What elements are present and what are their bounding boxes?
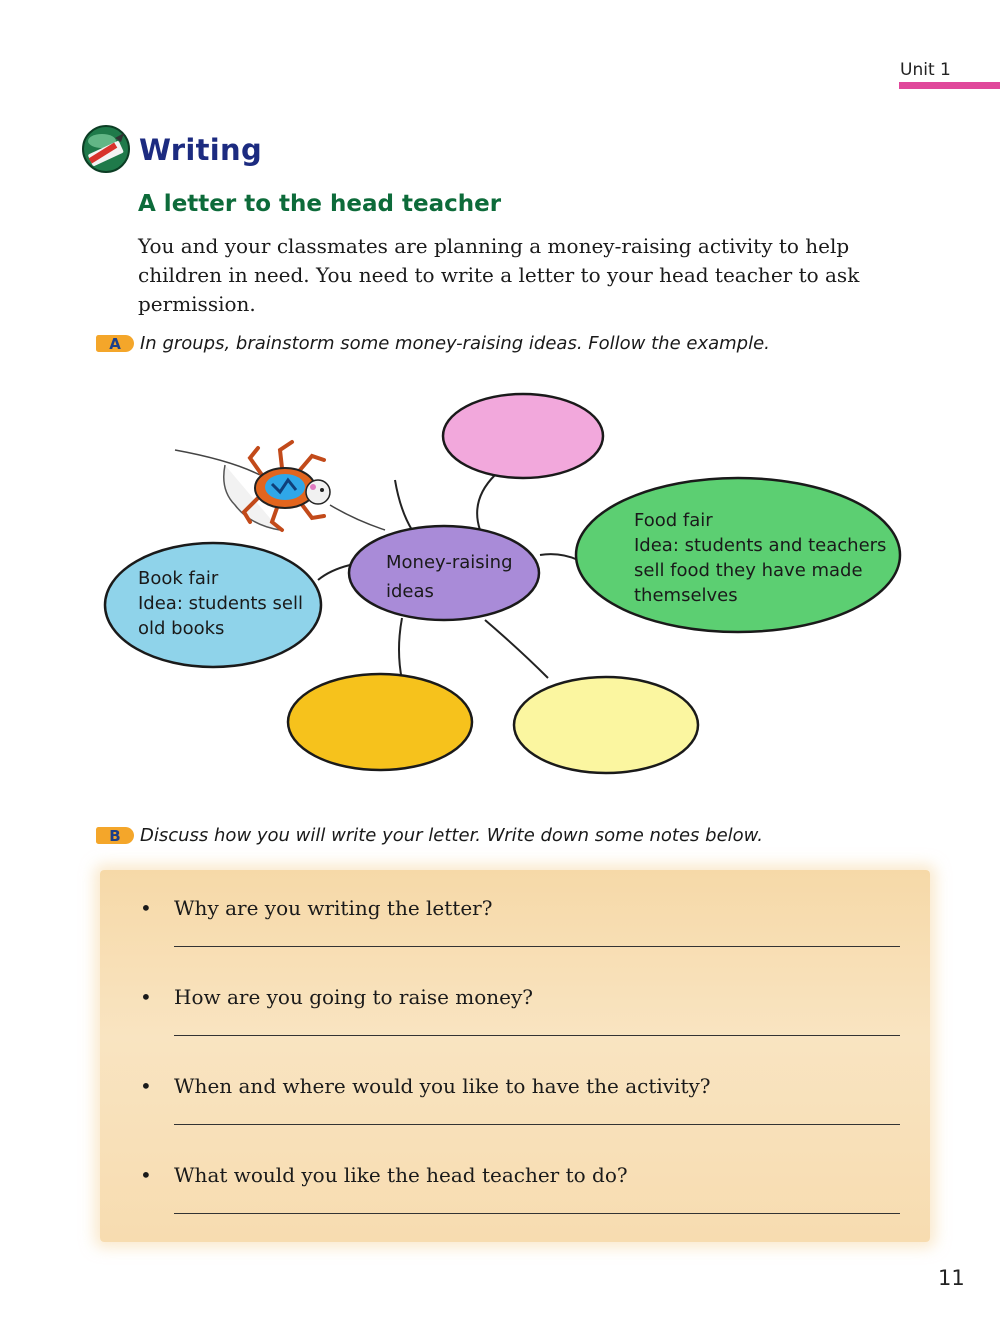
task-b [96, 825, 763, 846]
question-text: What would you like the head teacher to do? [174, 1163, 628, 1187]
center-line1: Money-raising [386, 552, 513, 573]
connector-yellow [485, 620, 548, 678]
task-a-instruction: In groups, brainstorm some money-raising ideas. Follow the example. [140, 333, 770, 354]
question-text: When and where would you like to have the activity? [174, 1074, 711, 1098]
notes-box [100, 870, 930, 1242]
section-subtitle: A letter to the head teacher [138, 191, 502, 217]
bullet: • [140, 985, 152, 1009]
book-fair-title: Book fair [138, 568, 219, 589]
question-text: Why are you writing the letter? [174, 896, 493, 920]
spider-icon [175, 442, 385, 530]
task-a [96, 333, 770, 354]
task-b-instruction: Discuss how you will write your letter. Write down some notes below. [140, 825, 763, 846]
food-fair-idea-line2: sell food they have made [634, 560, 863, 581]
connector-book-fair [318, 565, 350, 580]
bubble-empty-orange [288, 674, 472, 770]
connector-orange [399, 618, 402, 680]
unit-label: Unit 1 [900, 60, 951, 80]
answer-line[interactable] [174, 1124, 900, 1125]
food-fair-idea-line3: themselves [634, 585, 738, 606]
task-a-badge: A [96, 335, 134, 352]
answer-line[interactable] [174, 1213, 900, 1214]
connector-spider [395, 480, 412, 530]
bubble-empty-pink [443, 394, 603, 478]
food-fair-idea-line1: Idea: students and teachers [634, 535, 887, 556]
answer-line[interactable] [174, 1035, 900, 1036]
bubble-center [349, 526, 539, 620]
bullet: • [140, 1074, 152, 1098]
book-fair-idea-line1: Idea: students sell [138, 593, 303, 614]
question-text: How are you going to raise money? [174, 985, 534, 1009]
center-line2: ideas [386, 581, 434, 602]
mind-map [0, 380, 1000, 800]
connector-food-fair [540, 554, 578, 560]
writing-pen-icon [80, 124, 132, 174]
section-title: Writing [139, 133, 263, 167]
unit-accent-bar [899, 82, 1000, 89]
bullet: • [140, 896, 152, 920]
food-fair-title: Food fair [634, 510, 713, 531]
answer-line[interactable] [174, 946, 900, 947]
bullet: • [140, 1163, 152, 1187]
task-b-badge: B [96, 827, 134, 844]
book-fair-idea-line2: old books [138, 618, 225, 639]
intro-paragraph: You and your classmates are planning a money-raising activity to help children in need. You need to write a letter to your head teacher to ask permission. [138, 234, 860, 316]
page-number: 11 [938, 1266, 965, 1290]
bubble-empty-yellow [514, 677, 698, 773]
